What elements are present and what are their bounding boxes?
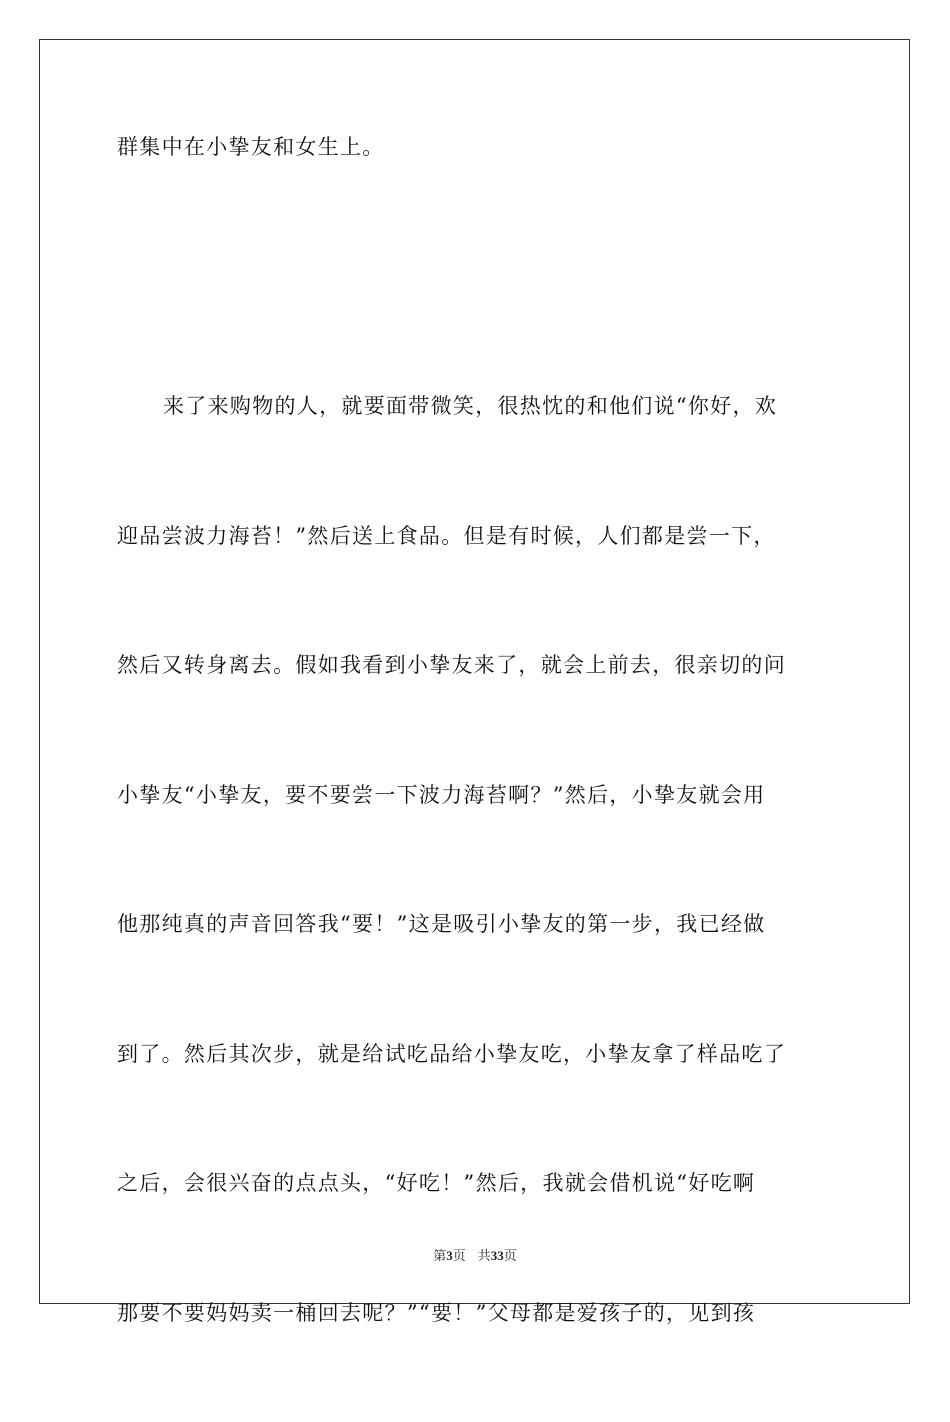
text-line: 然后又转身离去。假如我看到小挚友来了，就会上前去，很亲切的问 [117, 645, 833, 775]
footer-prefix: 第 [433, 1249, 446, 1264]
text-line: 之后，会很兴奋的点点头，“好吃！”然后，我就会借机说“好吃啊 [117, 1163, 833, 1293]
paragraph-first-line: 来了来购物的人，就要面带微笑，很热忱的和他们说“你好，欢 [117, 386, 833, 516]
blank-line [117, 257, 833, 387]
page-footer [0, 1246, 950, 1267]
text-line: 他那纯真的声音回答我“要！”这是吸引小挚友的第一步，我已经做 [117, 904, 833, 1034]
footer-page-suffix: 页 [453, 1249, 466, 1264]
text-line: 群集中在小挚友和女生上。 [117, 127, 833, 257]
text-line: 那要不要妈妈卖一桶回去呢？”“要！”父母都是爱孩子的，见到孩 [117, 1293, 833, 1422]
text-line: 到了。然后其次步，就是给试吃品给小挚友吃，小挚友拿了样品吃了 [117, 1034, 833, 1164]
total-page-count: 33 [491, 1248, 504, 1263]
text-line: 小挚友“小挚友，要不要尝一下波力海苔啊？”然后，小挚友就会用 [117, 775, 833, 905]
footer-total-prefix: 共 [478, 1249, 491, 1264]
document-body [117, 127, 833, 1422]
current-page-number: 3 [446, 1248, 453, 1263]
footer-total-suffix: 页 [504, 1249, 517, 1264]
text-line: 迎品尝波力海苔！”然后送上食品。但是有时候，人们都是尝一下， [117, 516, 833, 646]
